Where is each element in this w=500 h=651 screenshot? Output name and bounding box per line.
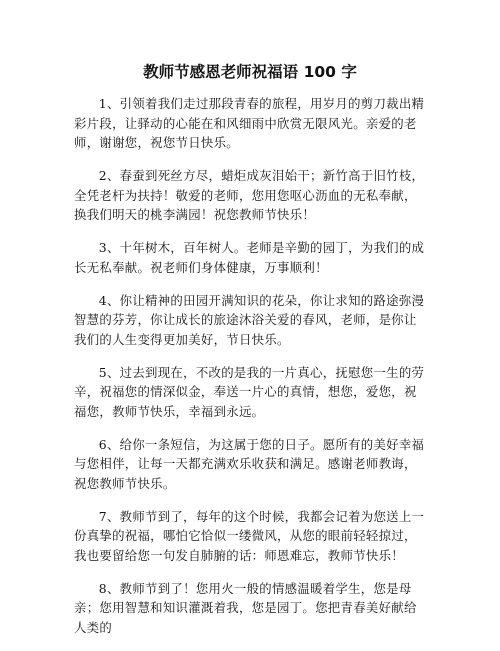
document-body bbox=[74, 94, 427, 651]
paragraph-6: 6、给你一条短信，为这属于您的日子。愿所有的美好幸福与您相伴，让每一天都充满欢乐收获和满足。感谢老师教诲，祝您教师节快乐。 bbox=[74, 436, 425, 491]
paragraph-7: 7、教师节到了，每年的这个时候，我都会记着为您送上一份真挚的祝福，哪怕它恰似一缕微风，从您的眼前轻轻掠过，我也要留给您一句发自肺腑的话：师恩难忘，教师节快乐！ bbox=[74, 508, 425, 563]
paragraph-3: 3、十年树木，百年树人。老师是辛勤的园丁，为我们的成长无私奉献。祝老师们身体健康，万事顺利！ bbox=[74, 240, 425, 275]
paragraph-4: 4、你让精神的田园开满知识的花朵，你让求知的路途弥漫智慧的芬芳，你让成长的旅途沐浴关爱的春风，老师，是你让我们的人生变得更加美好，节日快乐。 bbox=[74, 292, 425, 347]
document-title: 教师节感恩老师祝福语 100 字 bbox=[143, 63, 357, 81]
paragraph-2: 2、春蚕到死丝方尽，蜡炬成灰泪始干；新竹高于旧竹枝，全凭老杆为扶持！敬爱的老师，您用您呕心沥血的无私奉献，换我们明天的桃李满园！祝您教师节快乐！ bbox=[74, 168, 425, 222]
paragraph-5: 5、过去到现在，不改的是我的一片真心，抚慰您一生的劳辛，祝福您的情深似金，奉送一片心的真情，想您，爱您，祝福您，教师节快乐，幸福到永远。 bbox=[74, 364, 425, 419]
paragraph-1: 1、引领着我们走过那段青春的旅程，用岁月的剪刀裁出精彩片段，让驿动的心能在和风细雨中欣赏无限风光。亲爱的老师，谢谢您，祝您节日快乐。 bbox=[74, 96, 425, 150]
paragraph-8: 8、教师节到了！您用火一般的情感温暖着学生，您是母亲；您用智慧和知识灌溉着我，您是园丁。您把青春美好献给人类的 bbox=[74, 580, 417, 635]
